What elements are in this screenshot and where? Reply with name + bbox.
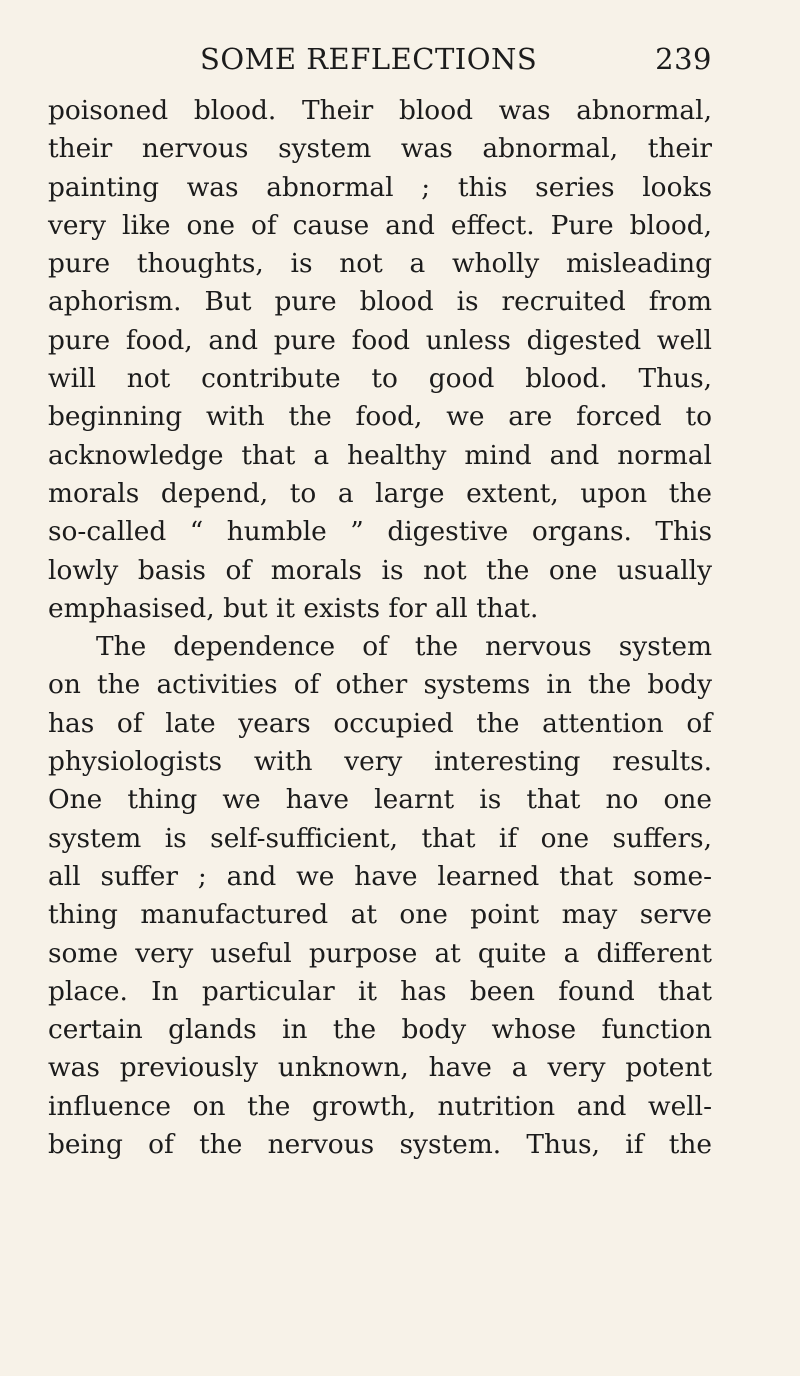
text-line: thing manufactured at one point may serve xyxy=(48,899,712,931)
paragraph-first-line: The dependence of the nervous system xyxy=(96,631,712,663)
running-header xyxy=(48,42,712,92)
text-line: will not contribute to good blood. Thus, xyxy=(48,363,712,395)
text-line: on the activities of other systems in the body xyxy=(48,669,712,701)
text-line: acknowledge that a healthy mind and normal xyxy=(48,439,712,471)
body-text xyxy=(48,92,712,1164)
page-number: 239 xyxy=(655,42,712,76)
text-line: pure food, and pure food unless digested well xyxy=(48,324,712,356)
text-line: beginning with the food, we are forced to xyxy=(48,401,712,433)
text-line: system is self-sufficient, that if one suffers, xyxy=(48,822,712,854)
text-line: their nervous system was abnormal, their xyxy=(48,133,712,165)
text-line: One thing we have learnt is that no one xyxy=(48,784,712,816)
text-line: pure thoughts, is not a wholly misleading xyxy=(48,248,712,280)
text-line: has of late years occupied the attention of xyxy=(48,707,712,739)
text-line: very like one of cause and effect. Pure blood, xyxy=(48,209,712,241)
paragraph-end-line: emphasised, but it exists for all that. xyxy=(48,592,539,624)
text-line: being of the nervous system. Thus, if the xyxy=(48,1129,712,1161)
text-line: so-called “ humble ” digestive organs. This xyxy=(48,516,712,548)
text-line: certain glands in the body whose function xyxy=(48,1014,712,1046)
text-line: lowly basis of morals is not the one usually xyxy=(48,554,712,586)
text-line: place. In particular it has been found that xyxy=(48,975,712,1007)
text-line: aphorism. But pure blood is recruited from xyxy=(48,286,712,318)
text-line: poisoned blood. Their blood was abnormal, xyxy=(48,95,712,126)
text-line: morals depend, to a large extent, upon the xyxy=(48,477,712,509)
text-line: was previously unknown, have a very potent xyxy=(48,1052,712,1084)
running-title: SOME REFLECTIONS xyxy=(200,42,538,76)
text-line: some very useful purpose at quite a different xyxy=(48,937,712,969)
book-page xyxy=(48,42,712,1164)
text-line: influence on the growth, nutrition and well- xyxy=(48,1090,712,1122)
text-line: all suffer ; and we have learned that some- xyxy=(48,860,712,892)
text-line: physiologists with very interesting results. xyxy=(48,746,712,778)
text-line: painting was abnormal ; this series looks xyxy=(48,171,712,203)
